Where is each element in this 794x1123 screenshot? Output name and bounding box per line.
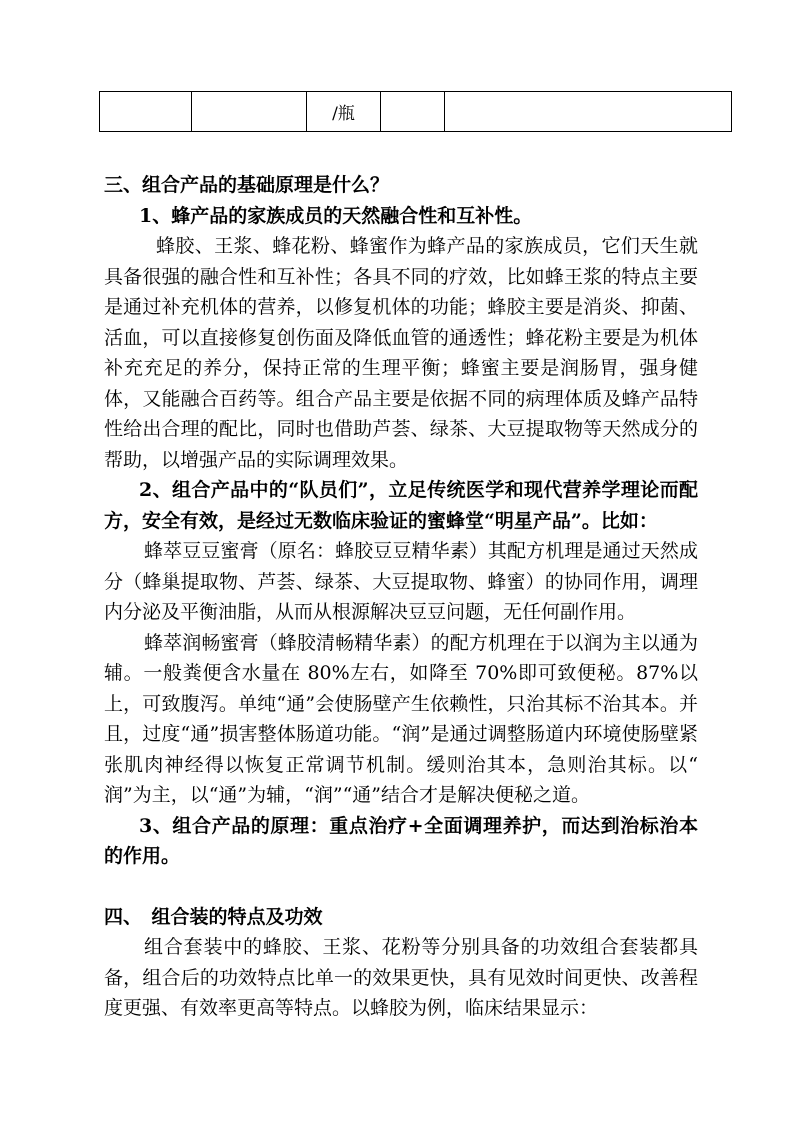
section-4-paragraph-1: 组合套装中的蜂胶、王浆、花粉等分别具备的功效组合套装都具备，组合后的功效特点比单一的效果更快，具有见效时间更快、改善程度更强、有效率更高等特点。以蜂胶为例，临床结果显示： [104, 936, 698, 1019]
table-cell [192, 92, 307, 132]
section-3-heading: 三、组合产品的基础原理是什么？ [104, 174, 390, 196]
table-cell [100, 92, 192, 132]
document-body [104, 170, 698, 1024]
table-fragment [99, 91, 732, 132]
table-row [100, 92, 732, 132]
section-3-subheading-3: 3、组合产品的原理：重点治疗+全面调理养护，而达到治标治本的作用。 [104, 814, 698, 867]
section-3-subheading-1: 1、蜂产品的家族成员的天然融合性和互补性。 [139, 204, 533, 227]
section-3-paragraph-3: 蜂萃润畅蜜膏（蜂胶清畅精华素）的配方机理在于以润为主以通为辅。一般粪便含水量在 80%左右，如降至 70%即可致便秘。87%以上，可致腹泻。单纯“通”会使肠壁产生依赖性，只治其标不治其本。并且，过度“通”损害整体肠道功能。“润”是通过调整肠道内环境使肠壁紧张肌肉神经得以恢复正常调节机制。缓则治其本，急则治其标。以“ 润”为主，以“通”为辅，“润”“通”结合才是解决便秘之道。 [104, 631, 698, 806]
section-4-heading: 四、 组合装的特点及功效 [104, 905, 323, 928]
section-3-paragraph-1: 蜂胶、王浆、蜂花粉、蜂蜜作为蜂产品的家族成员，它们天生就具备很强的融合性和互补性；各具不同的疗效，比如蜂王浆的特点主要是通过补充机体的营养，以修复机体的功能；蜂胶主要是消炎、抑菌、活血，可以直接修复创伤面及降低血管的通透性；蜂花粉主要是为机体补充充足的养分，保持正常的生理平衡；蜂蜜主要是润肠胃，强身健体，又能融合百药等。组合产品主要是依据不同的病理体质及蜂产品特性给出合理的配比，同时也借助芦荟、绿茶、大豆提取物等天然成分的帮助，以增强产品的实际调理效果。 [104, 235, 698, 471]
table-cell [445, 92, 732, 132]
table-cell [381, 92, 445, 132]
section-gap [104, 872, 698, 902]
table-cell-unit: /瓶 [307, 92, 381, 132]
section-3-paragraph-2: 蜂萃豆豆蜜膏（原名：蜂胶豆豆精华素）其配方机理是通过天然成分（蜂巢提取物、芦荟、绿茶、大豆提取物、蜂蜜）的协同作用，调理内分泌及平衡油脂，从而从根源解决豆豆问题，无任何副作用。 [104, 540, 698, 623]
section-3-subheading-2: 2、组合产品中的“队员们”，立足传统医学和现代营养学理论而配方，安全有效，是经过无数临床验证的蜜蜂堂“明星产品”。比如： [104, 479, 698, 532]
